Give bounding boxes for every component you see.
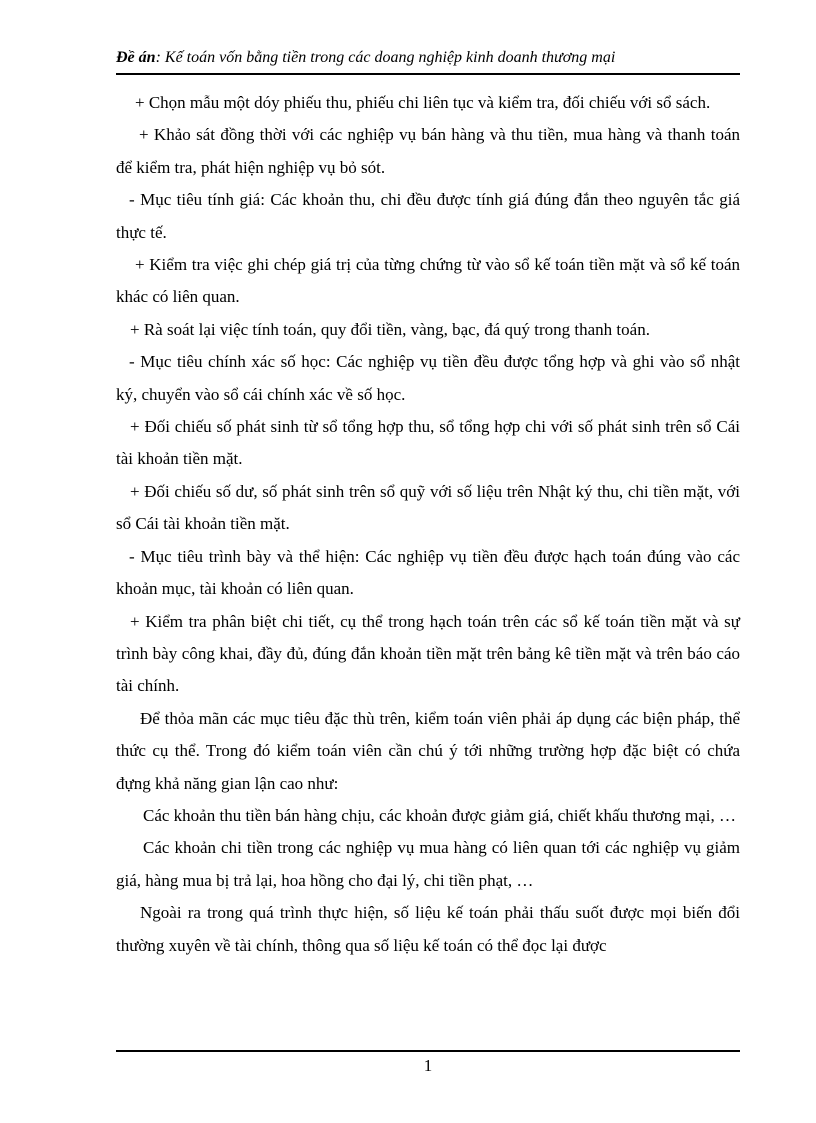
paragraph: Các khoản chi tiền trong các nghiệp vụ mua hàng có liên quan tới các nghiệp vụ giảm giá, hàng mua bị trả lại, hoa hồng cho đại lý, chi tiền phạt, … — [116, 838, 740, 890]
paragraph: + Rà soát lại việc tính toán, quy đổi tiền, vàng, bạc, đá quý trong thanh toán. — [130, 319, 650, 339]
paragraph: + Chọn mẫu một dóy phiếu thu, phiếu chi liên tục và kiểm tra, đối chiếu với sổ sách. — [135, 93, 711, 112]
paragraph: + Đối chiếu số dư, số phát sinh trên sổ quỹ với số liệu trên Nhật ký thu, chi tiền mặt, với sổ Cái tài khoản tiền mặt. — [116, 481, 740, 534]
paragraph: - Mục tiêu chính xác số học: Các nghiệp vụ tiền đều được tổng hợp và ghi vào sổ nhật ký, chuyển vào sổ cái chính xác về số học. — [116, 352, 740, 404]
header-label: Đề án — [116, 49, 156, 66]
paragraph: Ngoài ra trong quá trình thực hiện, số liệu kế toán phải thấu suốt được mọi biến đổi thường xuyên về tài chính, thông qua số liệu kế toán có thể đọc lại được — [116, 903, 740, 955]
document-body — [116, 87, 740, 962]
paragraph: Các khoản thu tiền bán hàng chịu, các khoản được giảm giá, chiết khấu thương mại, … — [143, 805, 736, 825]
paragraph: + Khảo sát đồng thời với các nghiệp vụ bán hàng và thu tiền, mua hàng và thanh toán để kiểm tra, phát hiện nghiệp vụ bỏ sót. — [116, 125, 740, 177]
paragraph: - Mục tiêu tính giá: Các khoản thu, chi đều được tính giá đúng đắn theo nguyên tắc giá thực tế. — [116, 190, 740, 242]
footer-divider — [116, 1050, 740, 1052]
paragraph: - Mục tiêu trình bày và thể hiện: Các nghiệp vụ tiền đều được hạch toán đúng vào các khoản mục, tài khoản có liên quan. — [116, 546, 740, 599]
page-header — [116, 49, 740, 75]
paragraph: Để thỏa mãn các mục tiêu đặc thù trên, kiểm toán viên phải áp dụng các biện pháp, thể thức cụ thể. Trong đó kiểm toán viên cần chú ý tới những trường hợp đặc biệt có chứa đựng khả năng gian lận cao như: — [116, 708, 740, 793]
paragraph: + Kiểm tra việc ghi chép giá trị của từng chứng từ vào sổ kế toán tiền mặt và sổ kế toán khác có liên quan. — [116, 255, 740, 307]
paragraph: + Đối chiếu số phát sinh từ sổ tổng hợp thu, sổ tổng hợp chi với số phát sinh trên sổ Cái tài khoản tiền mặt. — [116, 417, 740, 469]
page-number: 1 — [423, 1056, 433, 1075]
paragraph: + Kiểm tra phân biệt chi tiết, cụ thể trong hạch toán trên các sổ kế toán tiền mặt và sự trình bày công khai, đầy đủ, đúng đắn khoản tiền mặt trên bảng kê tiền mặt và trên báo cáo tài chính. — [116, 611, 740, 696]
document-title: : Kế toán vốn bằng tiền trong các doang nghiệp kinh doanh thương mại — [155, 49, 616, 66]
